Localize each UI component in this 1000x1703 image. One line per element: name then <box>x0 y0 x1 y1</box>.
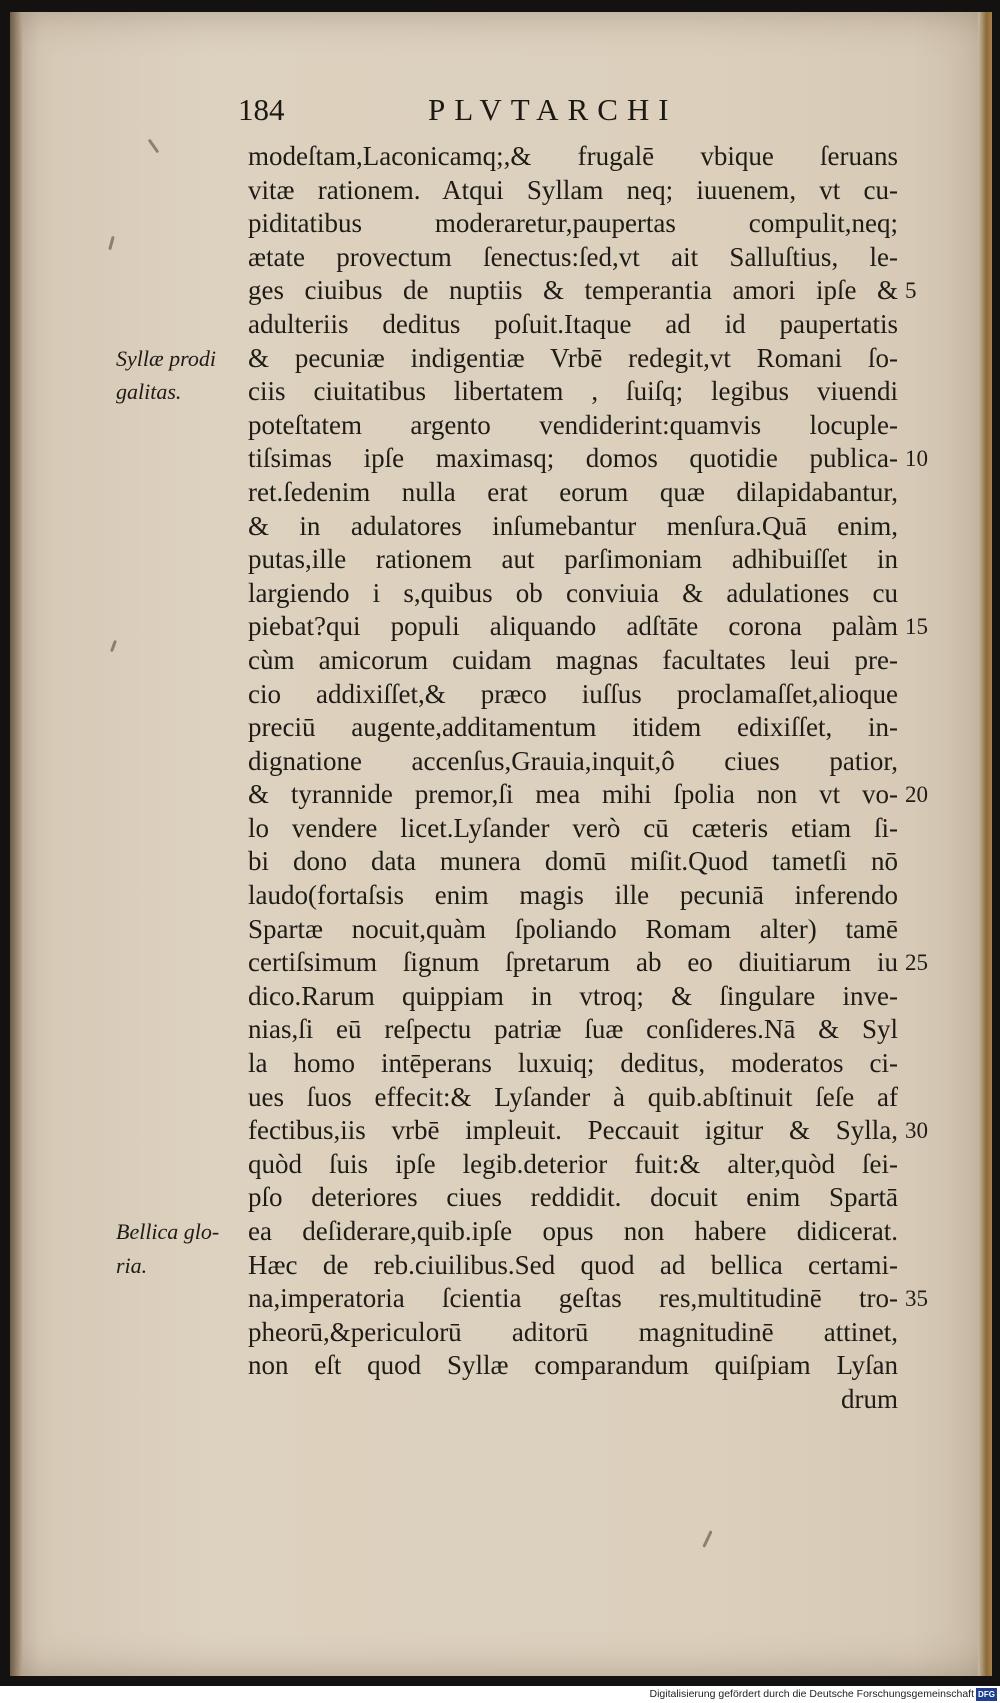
text-line: nias,ſi eū reſpectu patriæ ſuæ conſideres.Nā & Syl <box>248 1014 898 1045</box>
line-number: 15 <box>905 614 928 640</box>
text-line: pheorū,&periculorū aditorū magnitudinē attinet, <box>248 1316 898 1347</box>
page-header <box>238 92 758 132</box>
text-line: quòd ſuis ipſe legib.deterior fuit:& alter,quòd ſei- <box>248 1148 898 1179</box>
line-number: 30 <box>905 1118 928 1144</box>
footer-bar <box>0 1686 1000 1703</box>
text-line: ues ſuos effecit:& Lyſander à quib.abſtinuit ſeſe af <box>248 1081 898 1112</box>
marginal-note <box>116 342 236 409</box>
text-line: piditatibus moderaretur,paupertas compulit,neq; <box>248 208 898 239</box>
text-line: poteſtatem argento vendiderint:quamvis locuple- <box>248 409 898 440</box>
text-line: Spartæ nocuit,quàm ſpoliando Romam alter) tamē <box>248 913 898 944</box>
dfg-logo: DFG <box>976 1688 997 1701</box>
text-line: laudo(fortaſsis enim magis ille pecuniā inferendo <box>248 880 898 911</box>
text-line: ciis ciuitatibus libertatem , ſuiſq; legibus viuendi <box>248 376 898 407</box>
text-line: piebat?qui populi aliquando adſtāte corona palàm <box>248 611 898 642</box>
catchword: drum <box>841 1383 898 1414</box>
funding-credit: Digitalisierung gefördert durch die Deutsche Forschungsgemeinschaft <box>649 1688 974 1700</box>
text-line: cùm amicorum cuidam magnas facultates leui pre- <box>248 644 898 675</box>
page-gutter <box>10 12 22 1676</box>
text-line: ætate provectum ſenectus:ſed,vt ait Salluſtius, le- <box>248 241 898 272</box>
text-line: preciū augente,additamentum itidem edixiſſet, in- <box>248 712 898 743</box>
marginal-note-line: ria. <box>116 1252 148 1278</box>
line-number: 35 <box>905 1286 928 1312</box>
text-line: largiendo i s,quibus ob conviuia & adulationes cu <box>248 577 898 608</box>
text-line: non eſt quod Syllæ comparandum quiſpiam Lyſan <box>248 1350 898 1381</box>
page-edge <box>978 12 992 1676</box>
line-number: 25 <box>905 950 928 976</box>
text-line: modeſtam,Laconicamq;,& frugalē vbique ſeruans <box>248 141 898 171</box>
text-line: certiſsimum ſignum ſpretarum ab eo diuitiarum iu <box>248 947 898 978</box>
line-number: 5 <box>905 278 917 304</box>
page-number: 184 <box>238 92 285 127</box>
text-line: & tyrannide premor,ſi mea mihi ſpolia non vt vo- <box>248 779 898 810</box>
text-line: na,imperatoria ſcientia geſtas res,multitudinē tro- <box>248 1283 898 1314</box>
text-line: dignatione accenſus,Grauia,inquit,ô ciues patior, <box>248 745 898 776</box>
text-line: vitæ rationem. Atqui Syllam neq; iuuenem, vt cu- <box>248 174 898 205</box>
text-line: la homo intēperans luxuiq; deditus, moderatos ci- <box>248 1048 898 1079</box>
text-line: putas,ille rationem aut parſimoniam adhibuiſſet in <box>248 544 898 575</box>
text-line: dico.Rarum quippiam in vtroq; & ſingulare inve- <box>248 980 898 1011</box>
text-line: ret.ſedenim nulla erat eorum quæ dilapidabantur, <box>248 476 898 507</box>
text-line: Hæc de reb.ciuilibus.Sed quod ad bellica certami- <box>248 1249 898 1280</box>
marginal-note-line: Bellica glo- <box>116 1219 220 1245</box>
line-number: 20 <box>905 782 928 808</box>
marginal-note-line: Syllæ prodi <box>116 345 217 371</box>
text-line: bi dono data munera domū miſit.Quod tametſi nō <box>248 846 898 877</box>
body-text <box>248 140 898 1417</box>
marginal-note-line: galitas. <box>116 379 182 405</box>
text-line: fectibus,iis vrbē impleuit. Peccauit igitur & Sylla, <box>248 1115 898 1146</box>
line-number: 10 <box>905 446 928 472</box>
text-line: & in adulatores inſumebantur menſura.Quā enim, <box>248 510 898 541</box>
text-line: lo vendere licet.Lyſander verò cū cæteris etiam ſi- <box>248 812 898 843</box>
text-line: ea deſiderare,quib.ipſe opus non habere didicerat. <box>248 1216 898 1246</box>
text-line: & pecuniæ indigentiæ Vrbē redegit,vt Romani ſo- <box>248 342 898 373</box>
text-line: adulteriis deditus poſuit.Itaque ad id paupertatis <box>248 308 898 339</box>
text-line: cio addixiſſet,& præco iuſſus proclamaſſet,alioque <box>248 678 898 709</box>
text-line: pſo deteriores ciues reddidit. docuit enim Spartā <box>248 1182 898 1213</box>
running-title: PLVTARCHI <box>428 92 678 127</box>
marginal-note <box>116 1215 236 1282</box>
text-line: ges ciuibus de nuptiis & temperantia amori ipſe & <box>248 275 898 306</box>
text-line: tiſsimas ipſe maximasq; domos quotidie publica- <box>248 443 898 474</box>
